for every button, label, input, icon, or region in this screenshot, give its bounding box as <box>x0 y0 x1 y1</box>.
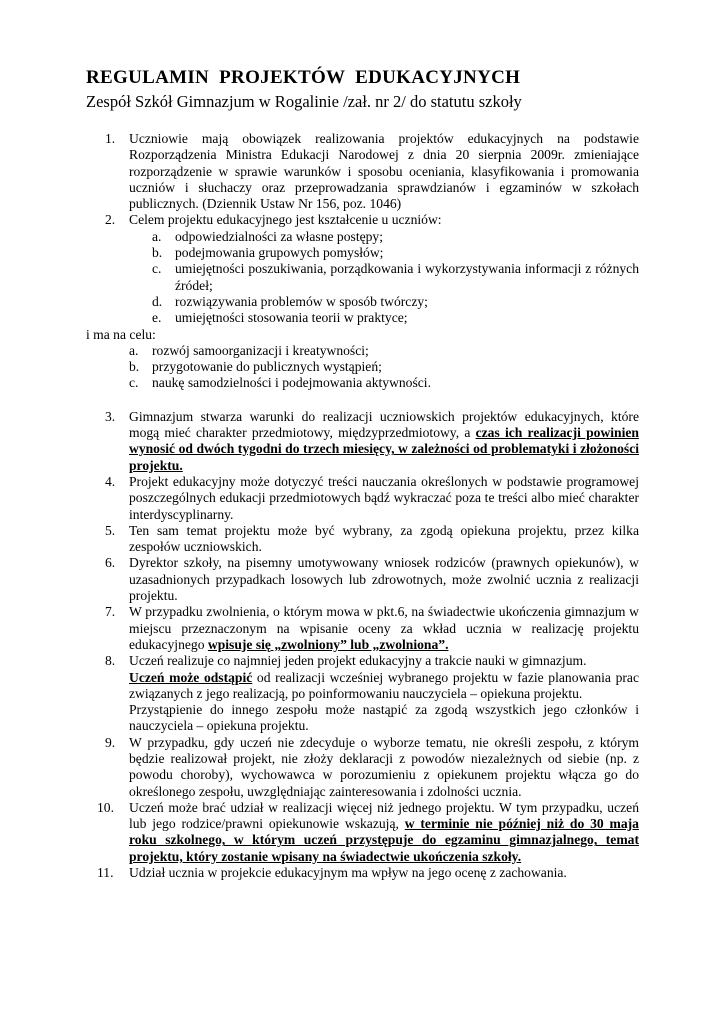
list-item-6 <box>0 555 639 604</box>
list-item-2 <box>0 212 639 228</box>
sub-text: przygotowanie do publicznych wystąpień; <box>152 359 382 375</box>
goal-item-b <box>0 359 639 375</box>
item-text: Udział ucznia w projekcie edukacyjnym ma wpływ na jego ocenę z zachowania. <box>129 865 567 881</box>
sub-item-d <box>0 294 639 310</box>
item-text: Uczniowie mają obowiązek realizowania projektów edukacyjnych na podstawie Rozporządzenia Ministra Edukacji Narodowej z dnia 20 sierpnia 2009r. zmieniające rozporządzenie w sprawie warunków i sposobu oceniania, klasyfikowania i promowania uczniów i słuchaczy oraz przeprowadzania sprawdzianów i egzaminów w szkołach publicznych. (Dziennik Ustaw Nr 156, poz. 1046) <box>129 131 639 212</box>
sub-item-e <box>0 310 639 326</box>
item-text-continued: od realizacji wcześniej wybranego projektu w fazie planowania prac związanych z jego realizacją, po poinformowaniu nauczyciela – opiekuna projektu. <box>129 669 639 701</box>
item-text: Dyrektor szkoły, na pisemny umotywowany wniosek rodziców (prawnych opiekunów), w uzasadnionych przypadkach losowych lub zdrowotnych, może zwolnić ucznia z realizacji projektu. <box>129 555 639 604</box>
item-text: Gimnazjum stwarza warunki do realizacji uczniowskich projektów edukacyjnych, które mogą mieć charakter przedmiotowy, międzyprzedmiotowy, a <box>129 408 639 441</box>
item-emphasis: wpisuje się „zwolniony” lub „zwolniona”. <box>207 636 449 652</box>
item-number: 6. <box>105 555 116 571</box>
document-subtitle: Zespół Szkół Gimnazjum w Rogalinie /zał. nr 2/ do statutu szkoły <box>86 92 522 111</box>
item-text: Celem projektu edukacyjnego jest kształcenie u uczniów: <box>129 212 442 228</box>
list-item-11 <box>0 865 639 881</box>
item-emphasis: w terminie nie później niż do 30 maja roku szkolnego, w którym uczeń przystępuje do egzaminu gimnazjalnego, temat projektu, który zostanie wpisany na świadectwie ukończenia szkoły. <box>129 816 639 864</box>
sub-letter: a. <box>129 342 139 358</box>
item-number: 2. <box>105 212 116 228</box>
sub-letter: b. <box>152 245 163 261</box>
item-number: 5. <box>105 522 116 538</box>
item-emphasis: Uczeń może odstąpić <box>129 669 253 685</box>
sub-text: podejmowania grupowych pomysłów; <box>175 245 384 261</box>
list-item-3 <box>0 409 639 474</box>
sub-text: umiejętności poszukiwania, porządkowania i wykorzystywania informacji z różnych źródeł; <box>175 261 639 293</box>
sub-letter: a. <box>152 228 162 244</box>
sub-letter: c. <box>129 375 139 391</box>
sub-text: umiejętności stosowania teorii w praktyce; <box>175 310 408 326</box>
list-item-1 <box>0 131 639 212</box>
item-emphasis: czas ich realizacji powinien wynosić od dwóch tygodni do trzech miesięcy, w zależności od problematyki i złożoności projektu. <box>129 425 639 473</box>
item-number: 3. <box>105 408 116 424</box>
goal-item-c <box>0 375 639 391</box>
item-number: 7. <box>105 604 116 620</box>
sub-text: rozwój samoorganizacji i kreatywności; <box>152 342 369 358</box>
sub-letter: b. <box>129 359 140 375</box>
item-text: W przypadku zwolnienia, o którym mowa w pkt.6, na świadectwie ukończenia gimnazjum w miejscu przeznaczonym na wpisanie oceny za wkład ucznia w realizację projektu edukacyjnego <box>129 604 639 652</box>
item-number: 1. <box>105 131 116 146</box>
item-number: 8. <box>105 653 116 669</box>
sub-item-b <box>0 245 639 261</box>
goals-lead: i ma na celu: <box>86 326 156 342</box>
sub-text: odpowiedzialności za własne postępy; <box>175 228 384 244</box>
sub-item-a <box>0 229 639 245</box>
sub-letter: d. <box>152 293 163 309</box>
item-text-paragraph: Przystąpienie do innego zespołu może nastąpić za zgodą wszystkich jego członków i nauczyciela – opiekuna projektu. <box>129 702 639 734</box>
list-item-5 <box>0 523 639 556</box>
list-item-8 <box>0 653 639 734</box>
list-item-9 <box>0 735 639 800</box>
item-number: 4. <box>105 473 116 489</box>
regulation-list <box>0 131 724 881</box>
item-text: Ten sam temat projektu może być wybrany, za zgodą opiekuna projektu, przez kilka zespołów uczniowskich. <box>129 522 639 555</box>
list-item-4 <box>0 474 639 523</box>
item-text: Uczeń może brać udział w realizacji więcej niż jednego projektu. W tym przypadku, uczeń lub jego rodzice/prawni opiekunowie wskazują, <box>129 799 639 832</box>
list-item-10 <box>0 800 639 865</box>
item-text: Uczeń realizuje co najmniej jeden projekt edukacyjny a trakcie nauki w gimnazjum. <box>129 653 587 669</box>
sub-text: rozwiązywania problemów w sposób twórczy; <box>175 293 428 309</box>
item-number: 9. <box>105 734 116 750</box>
item-number: 10. <box>97 799 114 815</box>
item-number: 11. <box>97 865 114 881</box>
list-item-7 <box>0 604 639 653</box>
goal-item-a <box>0 343 639 359</box>
sub-letter: c. <box>152 261 162 277</box>
document-title: REGULAMIN PROJEKTÓW EDUKACYJNYCH <box>86 67 521 88</box>
item-text: Projekt edukacyjny może dotyczyć treści nauczania określonych w podstawie programowej poszczególnych edukacji przedmiotowych bądź wykraczać poza te treści albo mieć charakter interdyscyplinarny. <box>129 473 639 522</box>
sub-text: naukę samodzielności i podejmowania aktywności. <box>152 375 431 391</box>
item-text: W przypadku, gdy uczeń nie zdecyduje o wyborze tematu, nie określi zespołu, z którym będzie realizował projekt, nie złoży deklaracji z powodów niezależnych od siebie (np. z powodu choroby), wychowawca w porozumieniu z opiekunem projektu włącza go do określonego zespołu, uwzględniając zainteresowania i zdolności ucznia. <box>129 734 639 799</box>
sub-item-c <box>0 261 639 294</box>
sub-letter: e. <box>152 310 162 326</box>
